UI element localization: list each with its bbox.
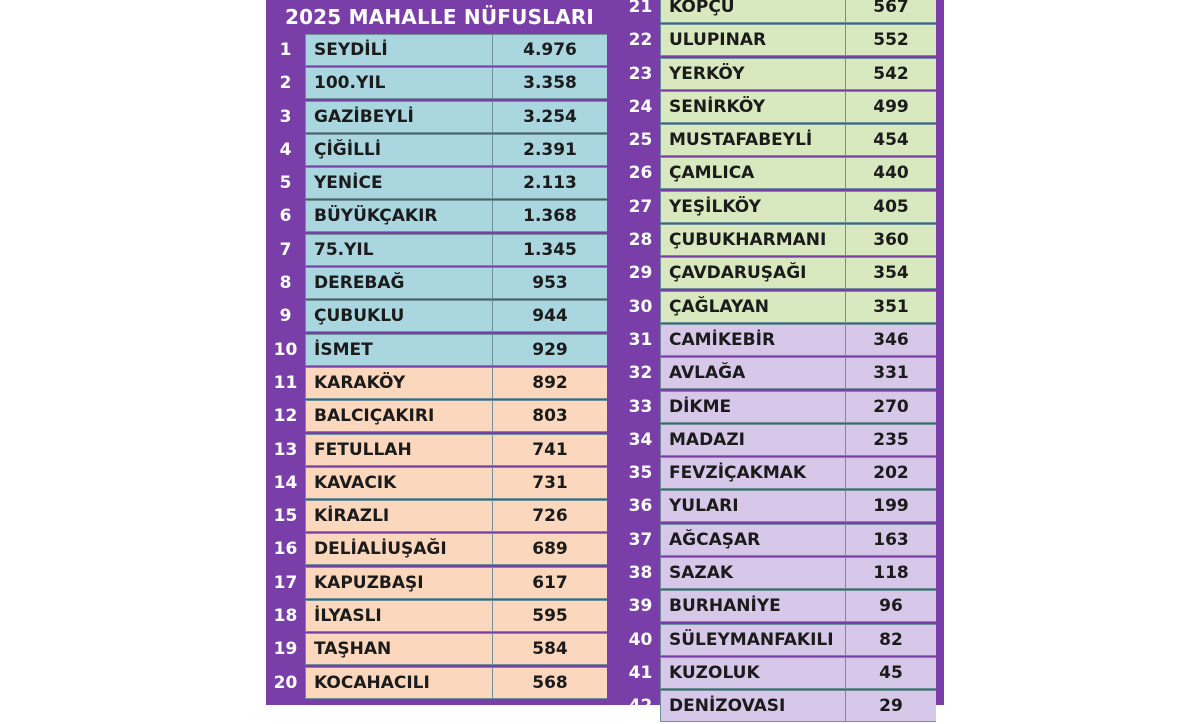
rank-number: 39 [628,596,653,617]
population-value: 360 [845,224,936,256]
neighborhood-name: KARAKÖY [305,367,492,399]
table-row [621,24,944,56]
rank-number: 24 [628,96,653,117]
neighborhood-name: DİKME [660,391,845,423]
population-value: 96 [845,590,936,622]
table-row [621,291,944,323]
rank-number: 10 [273,339,298,360]
population-value: 3.358 [492,67,607,99]
population-value: 1.345 [492,234,607,266]
population-value: 2.391 [492,134,607,166]
population-table-sheet [266,0,944,717]
rank-number: 29 [628,263,653,284]
population-value: 118 [845,557,936,589]
rank-number: 5 [279,173,292,194]
rank-number: 30 [628,296,653,317]
rank-number: 28 [628,230,653,251]
population-value: 595 [492,600,607,632]
table-row [266,367,613,399]
neighborhood-name: İLYASLI [305,600,492,632]
population-value: 584 [492,633,607,665]
neighborhood-name: SENİRKÖY [660,91,845,123]
neighborhood-name: YENİCE [305,167,492,199]
neighborhood-name: KOCAHACILI [305,667,492,699]
table-row [621,557,944,589]
neighborhood-name: İSMET [305,334,492,366]
rank-number: 14 [273,472,298,493]
table-row [266,667,613,699]
table-row [266,67,613,99]
rank-number: 34 [628,429,653,450]
rank-number: 23 [628,63,653,84]
table-row [266,300,613,332]
rank-number: 6 [279,206,292,227]
table-row [621,257,944,289]
rank-number: 15 [273,506,298,527]
rank-number: 41 [628,662,653,683]
table-row [621,391,944,423]
rank-number: 13 [273,439,298,460]
population-value: 454 [845,124,936,156]
neighborhood-name: MADAZI [660,424,845,456]
table-title: 2025 MAHALLE NÜFUSLARI [284,5,595,29]
neighborhood-name: ÇİĞİLLİ [305,134,492,166]
table-row [266,467,613,499]
rank-number: 3 [279,106,292,127]
rank-number: 36 [628,496,653,517]
rank-number: 16 [273,539,298,560]
population-value: 235 [845,424,936,456]
population-value: 351 [845,291,936,323]
right-column-panel [621,0,944,724]
rank-number: 22 [628,30,653,51]
neighborhood-name: FETULLAH [305,434,492,466]
population-value: 4.976 [492,34,607,66]
neighborhood-name: SAZAK [660,557,845,589]
neighborhood-name: AVLAĞA [660,357,845,389]
table-row [621,690,944,722]
neighborhood-name: YERKÖY [660,58,845,90]
population-value: 163 [845,524,936,556]
neighborhood-name: KUZOLUK [660,657,845,689]
population-value: 499 [845,91,936,123]
table-row [621,157,944,189]
population-value: 944 [492,300,607,332]
neighborhood-name: ÇAMLICA [660,157,845,189]
neighborhood-name: DEREBAĞ [305,267,492,299]
rank-number: 27 [628,196,653,217]
table-row [621,0,944,23]
left-column-panel [266,0,613,700]
population-value: 892 [492,367,607,399]
population-value: 953 [492,267,607,299]
table-row [266,200,613,232]
neighborhood-name: BALCIÇAKIRI [305,400,492,432]
table-row [621,490,944,522]
neighborhood-name: DENİZOVASI [660,690,845,722]
neighborhood-name: SÜLEYMANFAKILI [660,624,845,656]
neighborhood-name: AĞCAŞAR [660,524,845,556]
population-value: 3.254 [492,101,607,133]
neighborhood-name: YEŞİLKÖY [660,191,845,223]
table-row [266,500,613,532]
neighborhood-name: MUSTAFABEYLİ [660,124,845,156]
table-row [266,101,613,133]
rank-number: 26 [628,163,653,184]
population-value: 440 [845,157,936,189]
neighborhood-name: BÜYÜKÇAKIR [305,200,492,232]
neighborhood-name: KİRAZLI [305,500,492,532]
population-value: 45 [845,657,936,689]
population-value: 331 [845,357,936,389]
neighborhood-name: FEVZİÇAKMAK [660,457,845,489]
rank-number: 8 [279,273,292,294]
table-row [266,633,613,665]
population-value: 82 [845,624,936,656]
rank-number: 7 [279,239,292,260]
rank-number: 31 [628,329,653,350]
table-row [621,191,944,223]
population-value: 741 [492,434,607,466]
population-value: 405 [845,191,936,223]
table-row [266,434,613,466]
neighborhood-name: CAMİKEBİR [660,324,845,356]
table-row [621,124,944,156]
population-value: 731 [492,467,607,499]
rank-number: 35 [628,463,653,484]
population-value: 552 [845,24,936,56]
rank-number: 1 [279,40,292,60]
table-row [266,567,613,599]
rank-number: 11 [273,372,298,393]
table-row [621,224,944,256]
neighborhood-name: ÇUBUKLU [305,300,492,332]
table-row [266,267,613,299]
neighborhood-name: ULUPINAR [660,24,845,56]
table-row [266,400,613,432]
population-value: 346 [845,324,936,356]
neighborhood-name: ÇUBUKHARMANI [660,224,845,256]
neighborhood-name: DELİALİUŞAĞI [305,533,492,565]
neighborhood-name: 100.YIL [305,67,492,99]
rank-number: 32 [628,363,653,384]
rank-number: 19 [273,639,298,660]
rank-number: 37 [628,529,653,550]
rank-number: 18 [273,606,298,627]
table-row [266,134,613,166]
rank-number: 12 [273,406,298,427]
population-value: 726 [492,500,607,532]
rank-number: 9 [279,306,292,327]
rank-number: 40 [628,629,653,650]
right-rows [621,0,944,722]
neighborhood-name: TAŞHAN [305,633,492,665]
table-row [266,167,613,199]
rank-number: 4 [279,139,292,160]
neighborhood-name: ÇAĞLAYAN [660,291,845,323]
population-value: 567 [845,0,936,23]
table-row [621,324,944,356]
table-row [621,424,944,456]
population-value: 1.368 [492,200,607,232]
neighborhood-name: KAPUZBAŞI [305,567,492,599]
neighborhood-name: GAZİBEYLİ [305,101,492,133]
neighborhood-name: KAVACIK [305,467,492,499]
rank-number: 25 [628,130,653,151]
rank-number: 33 [628,396,653,417]
table-row [621,58,944,90]
rank-number: 38 [628,563,653,584]
table-row [621,524,944,556]
population-value: 29 [845,690,936,722]
population-value: 2.113 [492,167,607,199]
neighborhood-name: ÇAVDARUŞAĞI [660,257,845,289]
table-row [621,91,944,123]
population-value: 199 [845,490,936,522]
neighborhood-name: SEYDİLİ [305,34,492,66]
table-row [266,533,613,565]
population-value: 617 [492,567,607,599]
population-value: 568 [492,667,607,699]
rank-number: 2 [279,73,292,94]
rank-number: 17 [273,572,298,593]
population-value: 202 [845,457,936,489]
population-value: 929 [492,334,607,366]
population-value: 689 [492,533,607,565]
rank-number: 21 [628,0,653,17]
neighborhood-name: BURHANİYE [660,590,845,622]
population-value: 354 [845,257,936,289]
table-row [621,657,944,689]
rank-number: 20 [273,672,298,693]
left-rows [266,34,613,699]
neighborhood-name: KOPÇU [660,0,845,23]
table-row [266,334,613,366]
population-value: 803 [492,400,607,432]
rank-number: 42 [628,696,653,717]
population-value: 542 [845,58,936,90]
table-row [621,590,944,622]
population-value: 270 [845,391,936,423]
table-row [621,624,944,656]
table-row [266,34,613,66]
table-row [621,457,944,489]
table-row [266,234,613,266]
table-row [266,600,613,632]
neighborhood-name: YULARI [660,490,845,522]
table-row [621,357,944,389]
neighborhood-name: 75.YIL [305,234,492,266]
